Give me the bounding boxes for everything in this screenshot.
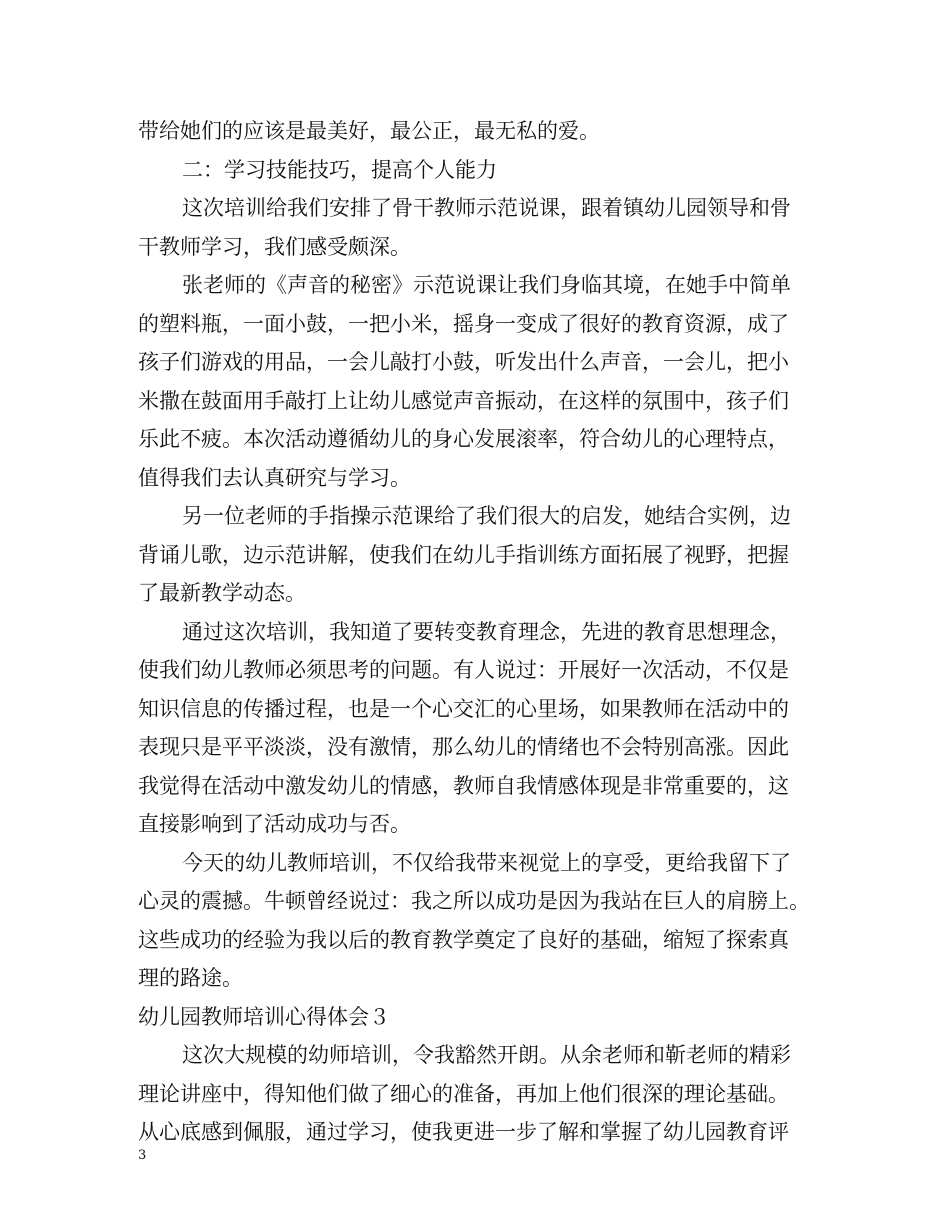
text-line-21: 心灵的震撼。牛顿曾经说过：我之所以成功是因为我站在巨人的肩膀上。	[138, 889, 810, 913]
document-body	[138, 112, 838, 1152]
text-line-6: 的塑料瓶，一面小鼓，一把小米，摇身一变成了很好的教育资源，成了	[138, 311, 789, 336]
page-number: 3	[138, 1148, 147, 1163]
text-line-26: 理论讲座中，得知他们做了细心的准备，再加上他们很深的理论基础。	[138, 1081, 789, 1106]
text-line-9: 乐此不疲。本次活动遵循幼儿的身心发展滚率，符合幼儿的心理特点，	[138, 427, 789, 451]
text-line-3: 这次培训给我们安排了骨干教师示范说课，跟着镇幼儿园领导和骨	[182, 196, 791, 220]
section-title-experience-3: 幼儿园教师培训心得体会３	[138, 1004, 390, 1029]
text-line-19: 直接影响到了活动成功与否。	[138, 812, 411, 836]
text-line-22: 这些成功的经验为我以后的教育教学奠定了良好的基础，缩短了探索真	[138, 927, 789, 952]
text-line-23: 理的路途。	[138, 966, 243, 990]
text-line-10: 值得我们去认真研究与学习。	[138, 465, 411, 490]
text-line-5: 张老师的《声音的秘密》示范说课让我们身临其境，在她手中简单	[182, 273, 791, 297]
text-line-8: 米撒在鼓面用手敲打上让幼儿感觉声音振动，在这样的氛围中，孩子们	[138, 388, 789, 413]
text-line-13: 了最新教学动态。	[138, 581, 306, 605]
text-line-1: 带给她们的应该是最美好，最公正，最无私的爱。	[138, 119, 600, 143]
text-line-18: 我觉得在活动中激发幼儿的情感，教师自我情感体现是非常重要的，这	[138, 773, 789, 798]
section-heading-skills: 二：学习技能技巧，提高个人能力	[182, 157, 497, 182]
text-line-20: 今天的幼儿教师培训，不仅给我带来视觉上的享受，更给我留下了	[182, 850, 791, 875]
text-line-27: 从心底感到佩服，通过学习，使我更进一步了解和掌握了幼儿园教育评	[138, 1120, 789, 1144]
text-line-14: 通过这次培训，我知道了要转变教育理念，先进的教育思想理念，	[182, 619, 791, 644]
text-line-16: 知识信息的传播过程，也是一个心交汇的心里场，如果教师在活动中的	[138, 696, 789, 721]
text-line-12: 背诵儿歌，边示范讲解，使我们在幼儿手指训练方面拓展了视野，把握	[138, 542, 789, 567]
text-line-15: 使我们幼儿教师必须思考的问题。有人说过：开展好一次活动，不仅是	[138, 658, 789, 682]
text-line-25: 这次大规模的幼师培训，令我豁然开朗。从余老师和靳老师的精彩	[182, 1043, 791, 1067]
text-line-7: 孩子们游戏的用品，一会儿敲打小鼓，听发出什么声音，一会儿，把小	[138, 350, 789, 374]
text-line-17: 表现只是平平淡淡，没有激情，那么幼儿的情绪也不会特别高涨。因此	[138, 735, 789, 759]
text-line-11: 另一位老师的手指操示范课给了我们很大的启发，她结合实例，边	[182, 504, 791, 528]
text-line-4: 干教师学习，我们感受颇深。	[138, 234, 411, 259]
